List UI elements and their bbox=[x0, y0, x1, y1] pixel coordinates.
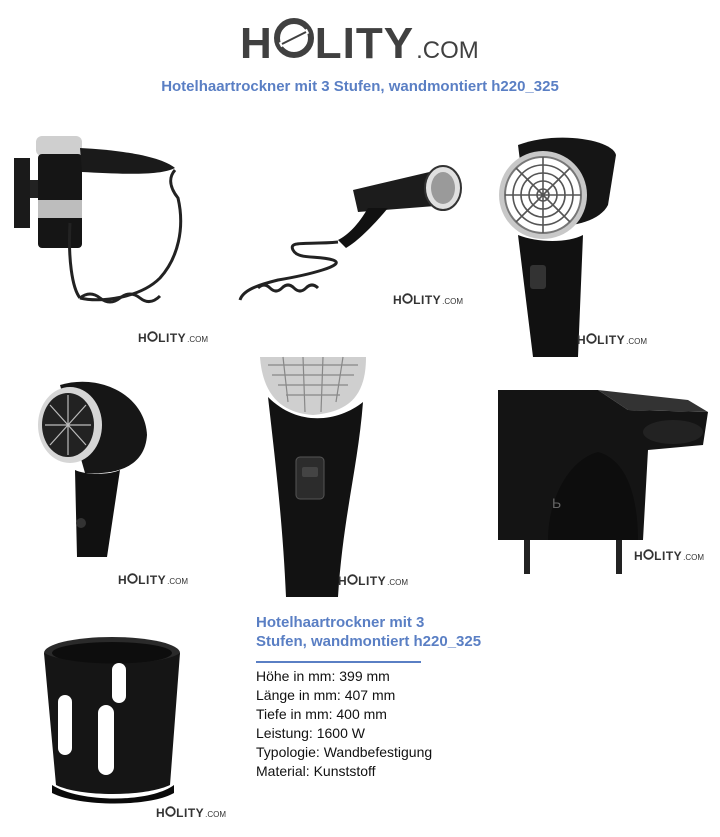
watermark-logo: H LITY .COM bbox=[338, 574, 409, 588]
page-title: Hotelhaartrockner mit 3 Stufen, wandmontiert h220_325 bbox=[161, 78, 559, 95]
watermark-logo: H LITY .COM bbox=[577, 333, 648, 347]
logo-o-icon bbox=[402, 293, 413, 304]
svg-text:Ь: Ь bbox=[552, 495, 562, 511]
spec-title-line-1: Hotelhaartrockner mit 3 bbox=[256, 614, 425, 631]
product-image-dryer-front bbox=[498, 135, 618, 357]
logo-o-icon bbox=[165, 806, 176, 817]
spec-divider bbox=[256, 661, 421, 663]
watermark-logo: H LITY .COM bbox=[634, 549, 705, 563]
watermark-logo: H LITY .COM bbox=[118, 573, 189, 587]
logo-o-icon bbox=[127, 573, 138, 584]
spec-title bbox=[256, 613, 481, 651]
spec-item-depth: Tiefe in mm: 400 mm bbox=[256, 706, 387, 722]
watermark-logo: H LITY .COM bbox=[393, 293, 464, 307]
watermark-logo: H LITY .COM bbox=[138, 331, 209, 345]
spec-list bbox=[256, 667, 432, 781]
spec-item-height: Höhe in mm: 399 mm bbox=[256, 668, 390, 684]
spec-item-length: Länge in mm: 407 mm bbox=[256, 687, 396, 703]
logo-letter-h: H bbox=[240, 19, 273, 68]
logo-o-icon bbox=[643, 549, 654, 560]
product-image-wall-bracket bbox=[498, 390, 713, 575]
product-image-dryer-side bbox=[238, 160, 468, 310]
product-image-wall-dryer bbox=[10, 128, 210, 318]
logo-o-icon bbox=[586, 333, 597, 344]
product-image-dryer-angled bbox=[25, 375, 155, 557]
logo-com: .COM bbox=[416, 37, 479, 64]
logo-o-icon bbox=[347, 574, 358, 585]
logo-o-icon bbox=[274, 18, 314, 58]
spec-item-type: Typologie: Wandbefestigung bbox=[256, 744, 433, 760]
spec-title-line-2: Stufen, wandmontiert h220_325 bbox=[256, 633, 482, 650]
spec-item-material: Material: Kunststoff bbox=[256, 763, 376, 779]
brand-logo[interactable] bbox=[240, 18, 479, 66]
product-image-handle-closeup bbox=[258, 357, 368, 597]
logo-o-icon bbox=[147, 331, 158, 342]
logo-word-lity: LITY bbox=[314, 19, 415, 68]
product-image-holder-cup bbox=[40, 635, 190, 805]
spec-item-power: Leistung: 1600 W bbox=[256, 725, 365, 741]
watermark-logo: H LITY .COM bbox=[156, 806, 227, 820]
